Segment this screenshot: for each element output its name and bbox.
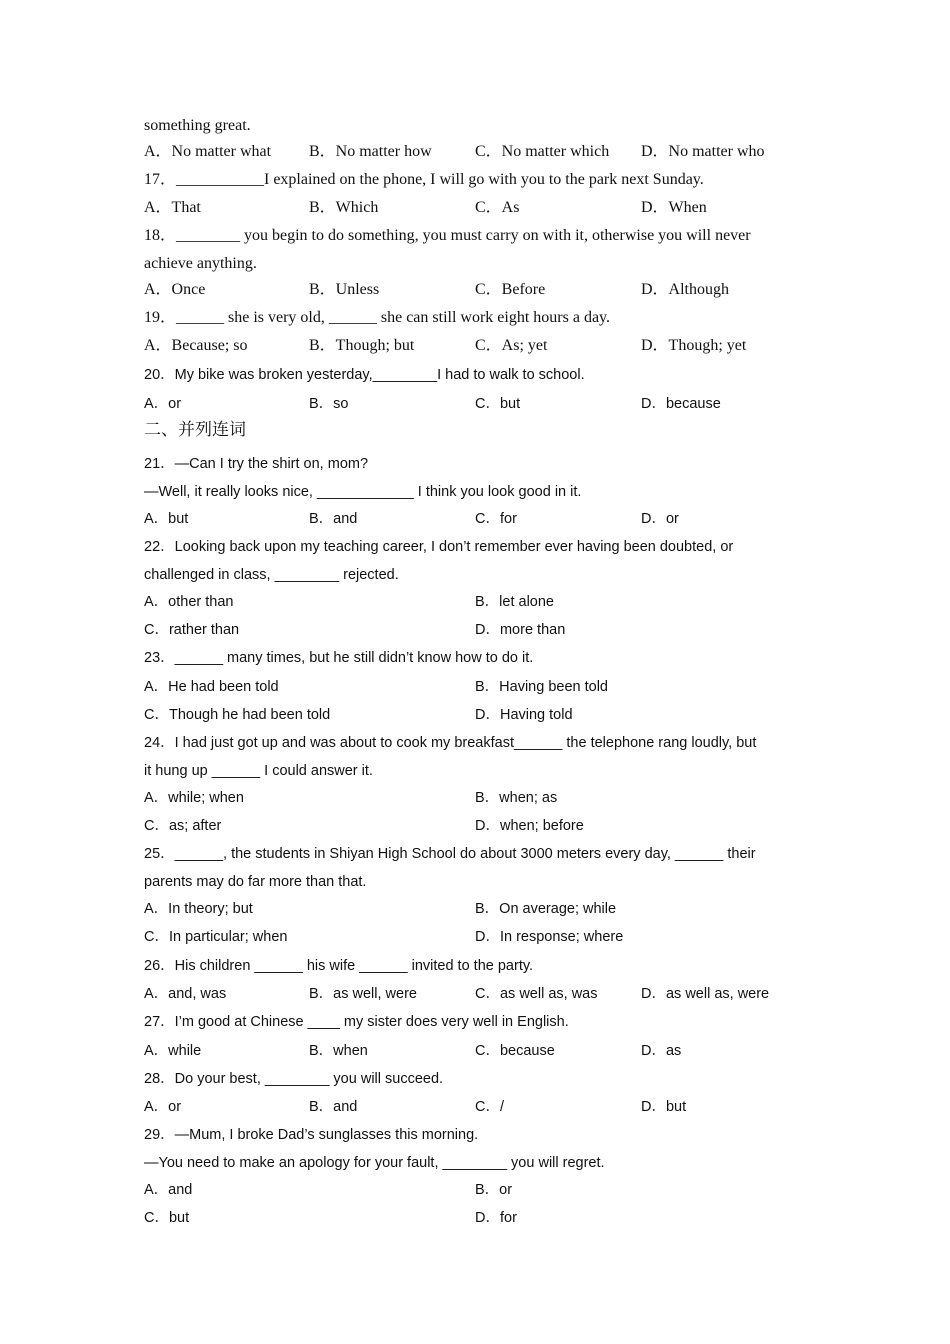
q26-option-a: A．and, was: [144, 986, 227, 1002]
section-heading: 二、并列连词: [144, 420, 246, 440]
q25-option-d: D．In response; where: [475, 929, 624, 945]
q16-option-b: B．No matter how: [309, 143, 432, 160]
q22-stem-line-1: 22．Looking back upon my teaching career, I don’t remember ever having been doubted, or: [144, 539, 734, 555]
q18-stem-line-2: achieve anything.: [144, 255, 257, 272]
q21-option-a: A．but: [144, 511, 189, 527]
q17-option-b: B．Which: [309, 199, 379, 216]
q23-option-a: A．He had been told: [144, 679, 279, 695]
q18-option-a: A．Once: [144, 281, 206, 298]
q16-option-c: C．No matter which: [475, 143, 610, 160]
q28-stem: 28．Do your best, ________ you will succeed.: [144, 1071, 444, 1087]
q20-option-c: C．but: [475, 396, 521, 412]
q29-option-c: C．but: [144, 1210, 190, 1226]
q24-option-d: D．when; before: [475, 818, 584, 834]
q20-stem: 20．My bike was broken yesterday,________I had to walk to school.: [144, 367, 585, 383]
q27-option-c: C．because: [475, 1043, 555, 1059]
q16-option-d: D．No matter who: [641, 143, 765, 160]
q16-option-a: A．No matter what: [144, 143, 272, 160]
q19-option-c: C．As; yet: [475, 337, 548, 354]
q26-option-c: C．as well as, was: [475, 986, 598, 1002]
q29-option-d: D．for: [475, 1210, 517, 1226]
q27-option-b: B．when: [309, 1043, 368, 1059]
q25-option-b: B．On average; while: [475, 901, 617, 917]
q24-option-b: B．when; as: [475, 790, 558, 806]
q26-stem: 26．His children ______ his wife ______ invited to the party.: [144, 958, 534, 974]
q25-stem-line-2: parents may do far more than that.: [144, 874, 367, 890]
q21-option-c: C．for: [475, 511, 517, 527]
q26-option-d: D．as well as, were: [641, 986, 770, 1002]
q19-option-a: A．Because; so: [144, 337, 248, 354]
q19-option-d: D．Though; yet: [641, 337, 747, 354]
q23-stem: 23．______ many times, but he still didn’t know how to do it.: [144, 650, 534, 666]
q28-option-b: B．and: [309, 1099, 358, 1115]
q18-option-d: D．Although: [641, 281, 730, 298]
q27-option-a: A．while: [144, 1043, 202, 1059]
q18-option-b: B．Unless: [309, 281, 380, 298]
q23-option-c: C．Though he had been told: [144, 707, 331, 723]
q22-stem-line-2: challenged in class, ________ rejected.: [144, 567, 399, 583]
q28-option-c: C．/: [475, 1099, 504, 1115]
q21-option-b: B．and: [309, 511, 358, 527]
q22-option-c: C．rather than: [144, 622, 240, 638]
q28-option-d: D．but: [641, 1099, 687, 1115]
q18-option-c: C．Before: [475, 281, 546, 298]
q22-option-b: B．let alone: [475, 594, 554, 610]
q25-option-a: A．In theory; but: [144, 901, 253, 917]
q29-option-a: A．and: [144, 1182, 193, 1198]
q27-option-d: D．as: [641, 1043, 682, 1059]
q22-option-a: A．other than: [144, 594, 234, 610]
q17-option-d: D．When: [641, 199, 707, 216]
q25-stem-line-1: 25．______, the students in Shiyan High School do about 3000 meters every day, ______ their: [144, 846, 756, 862]
q19-option-b: B．Though; but: [309, 337, 415, 354]
q17-stem: 17．___________I explained on the phone, I will go with you to the park next Sunday.: [144, 171, 704, 188]
q19-stem: 19．______ she is very old, ______ she can still work eight hours a day.: [144, 309, 611, 326]
q20-option-b: B．so: [309, 396, 349, 412]
q27-stem: 27．I’m good at Chinese ____ my sister does very well in English.: [144, 1014, 569, 1030]
q26-option-b: B．as well, were: [309, 986, 417, 1002]
q17-option-c: C．As: [475, 199, 520, 216]
q16-stem: something great.: [144, 117, 251, 134]
q23-option-b: B．Having been told: [475, 679, 608, 695]
q29-option-b: B．or: [475, 1182, 513, 1198]
q25-option-c: C．In particular; when: [144, 929, 288, 945]
q20-option-a: A．or: [144, 396, 182, 412]
q17-option-a: A．That: [144, 199, 201, 216]
q22-option-d: D．more than: [475, 622, 566, 638]
q29-stem-line-2: —You need to make an apology for your fault, ________ you will regret.: [144, 1155, 605, 1171]
q24-option-a: A．while; when: [144, 790, 244, 806]
q29-stem-line-1: 29．—Mum, I broke Dad’s sunglasses this morning.: [144, 1127, 479, 1143]
q18-stem-line-1: 18．________ you begin to do something, you must carry on with it, otherwise you will never: [144, 227, 751, 244]
q24-stem-line-2: it hung up ______ I could answer it.: [144, 763, 373, 779]
q24-option-c: C．as; after: [144, 818, 222, 834]
q28-option-a: A．or: [144, 1099, 182, 1115]
q20-option-d: D．because: [641, 396, 721, 412]
q21-stem-line-2: —Well, it really looks nice, ____________ I think you look good in it.: [144, 484, 582, 500]
q24-stem-line-1: 24．I had just got up and was about to cook my breakfast______ the telephone rang loudly, but: [144, 735, 757, 751]
q21-stem-line-1: 21．—Can I try the shirt on, mom?: [144, 456, 369, 472]
q23-option-d: D．Having told: [475, 707, 573, 723]
q21-option-d: D．or: [641, 511, 679, 527]
